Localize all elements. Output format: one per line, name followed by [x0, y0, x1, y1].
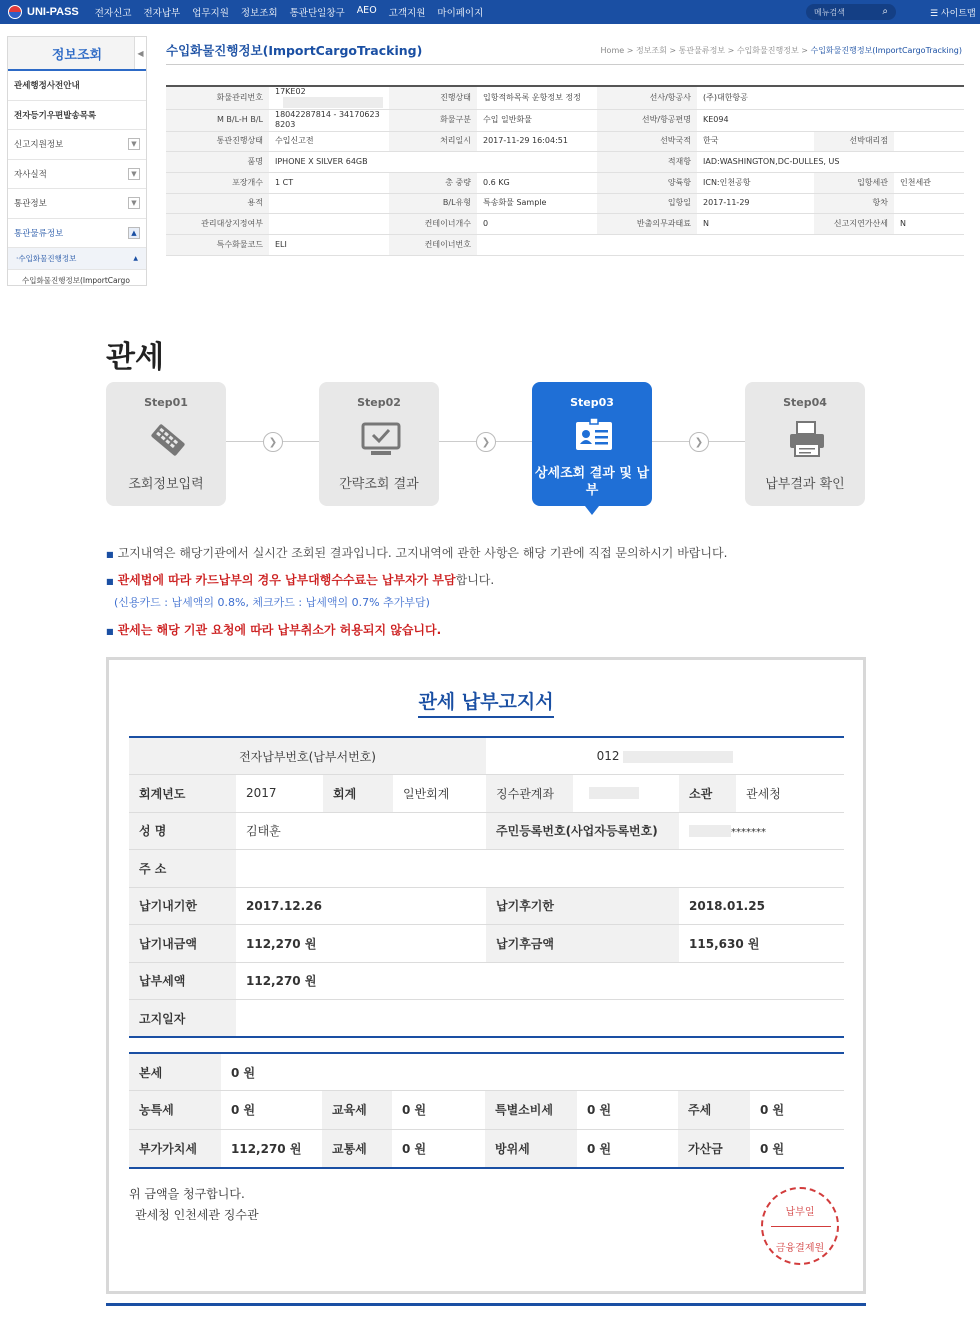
table-cell — [894, 131, 964, 152]
table-header-cell: 화물관리번호 — [166, 86, 269, 109]
table-header-cell: 포장개수 — [166, 172, 269, 193]
table-cell: 수입신고전 — [269, 131, 389, 152]
table-header-cell: 항차 — [814, 193, 894, 214]
chevron-down-icon[interactable]: ▼ — [128, 197, 140, 209]
notice-card-fee-detail: (신용카드 : 납세액의 0.8%, 체크카드 : 납세액의 0.7% 추가부담) — [114, 596, 430, 609]
id-card-icon — [572, 416, 612, 456]
rrn-value: ******* — [731, 826, 767, 838]
table-cell — [269, 86, 389, 109]
table-cell: 2017.12.26 — [236, 887, 486, 925]
table-cell: 115,630 원 — [679, 925, 844, 963]
table-cell: 112,270 원 — [221, 1129, 322, 1168]
table-cell: (주)대한항공 — [697, 86, 964, 109]
chevron-up-icon[interactable]: ▲ — [128, 227, 140, 239]
sidebar-subitem-import-cargo-tracking[interactable]: 수입화물진행정보(ImportCargo — [22, 275, 130, 285]
tax-bill — [106, 657, 866, 1294]
table-header-cell: 부가가치세 — [129, 1129, 221, 1168]
page-title: 수입화물진행정보(ImportCargoTracking) — [166, 43, 423, 58]
notice-text: 합니다. — [455, 573, 495, 587]
nav-item-epayment[interactable]: 전자납부 — [143, 8, 181, 19]
bill-title — [109, 687, 863, 714]
step-progress — [106, 382, 866, 507]
epay-no-label: 전자납부번호(납부서번호) — [129, 737, 486, 775]
nav-item-epayment-filing[interactable]: 전자신고 — [94, 8, 132, 19]
masked-value — [623, 751, 733, 763]
table-cell — [894, 193, 964, 214]
table-cell: 2017-11-29 16:04:51 — [477, 131, 597, 152]
cargo-info-table — [166, 85, 964, 256]
breadcrumb-home[interactable]: Home — [600, 46, 625, 55]
nav-item-inquiry[interactable]: 정보조회 — [240, 8, 278, 19]
table-cell — [477, 235, 964, 256]
table-header-cell: 선박대리점 — [814, 131, 894, 152]
notice-no-cancel: ■ 관세는 해당 기관 요청에 따라 납부취소가 허용되지 않습니다. — [106, 623, 442, 637]
step-label: 상세조회 결과 및 납부 — [534, 466, 650, 499]
nav-item-customer[interactable]: 고객지원 — [388, 8, 426, 19]
table-cell — [269, 193, 389, 214]
table-cell: 2017 — [236, 775, 323, 813]
payment-stamp — [761, 1187, 839, 1265]
step-label: 납부결과 확인 — [765, 477, 845, 492]
menu-search-placeholder: 메뉴검색 — [814, 8, 845, 17]
table-cell: 0 원 — [221, 1053, 844, 1091]
sidebar-item-customs-guide[interactable]: 관세행정사전안내 — [8, 71, 146, 101]
table-row — [129, 1129, 844, 1168]
table-header-cell: 컨테이너개수 — [389, 214, 477, 235]
table-row — [129, 1053, 844, 1091]
table-cell: 2017-11-29 — [697, 193, 814, 214]
step-number: Step01 — [144, 396, 188, 409]
table-cell: 0 원 — [587, 1103, 612, 1118]
table-header-cell: 농특세 — [129, 1091, 221, 1130]
notice-text-strong: 관세법에 따라 카드납부의 경우 납부대행수수료는 납부자가 부담 — [117, 573, 456, 587]
main-nav — [95, 5, 496, 19]
epay-no-value: 012 — [596, 749, 620, 763]
table-header-cell: 주세 — [678, 1091, 750, 1130]
logo-text: UNI-PASS — [27, 6, 79, 18]
table-cell: 0 원 — [587, 1141, 612, 1156]
sidebar-item-label: 통관물류정보 — [14, 228, 64, 239]
printer-icon — [785, 418, 825, 458]
table-row — [166, 152, 964, 173]
table-cell: 인천세관 — [894, 172, 964, 193]
notice-text-strong: 관세는 해당 기관 요청에 따라 납부취소가 허용되지 않습니다. — [117, 623, 442, 637]
table-header-cell: 반출의무과태료 — [597, 214, 697, 235]
step-3-active — [532, 382, 652, 506]
table-cell: IAD:WASHINGTON,DC-DULLES, US — [697, 152, 964, 173]
bottom-divider — [106, 1303, 866, 1306]
sidebar-item-clearance[interactable] — [8, 189, 146, 219]
breadcrumb-item[interactable]: 통관물류정보 — [678, 46, 726, 55]
table-header-cell: 특별소비세 — [485, 1091, 577, 1129]
table-header-cell: 교통세 — [322, 1129, 392, 1168]
table-cell: KE094 — [697, 109, 964, 131]
table-cell: 한국 — [697, 131, 814, 152]
sidebar-subitem-import-cargo[interactable]: · 수입화물진행정보 ▲ — [8, 248, 146, 270]
table-cell: 관세청 — [736, 775, 844, 813]
table-header-cell: 선박국적 — [597, 131, 697, 152]
sitemap-button[interactable]: ☰ 사이트맵 — [930, 9, 976, 19]
step-label: 조회정보입력 — [128, 477, 204, 492]
table-header-cell: 교육세 — [322, 1091, 392, 1130]
table-cell: 입항적하목록 운항정보 정정 — [477, 86, 597, 109]
table-header-cell: 주민등록번호(사업자등록번호) — [486, 812, 679, 850]
breadcrumb-current: 수입화물진행정보(ImportCargoTracking) — [810, 46, 962, 55]
table-cell — [485, 1129, 678, 1168]
table-header-cell: 관리대상지정여부 — [166, 214, 269, 235]
table-header-cell: 방위세 — [485, 1130, 577, 1168]
table-cell: ICN:인천공항 — [697, 172, 814, 193]
chevron-down-icon[interactable]: ▼ — [128, 138, 140, 150]
table-header-cell: 납기내금액 — [129, 925, 236, 963]
notice-text: 고지내역은 해당기관에서 실시간 조회된 결과입니다. 고지내역에 관한 사항은 해당 기관에 직접 문의하시기 바랍니다. — [117, 546, 728, 560]
nav-item-single-window[interactable]: 통관단일창구 — [289, 8, 345, 19]
masked-value — [689, 825, 731, 837]
chevron-right-icon: ❯ — [689, 432, 709, 452]
table-row — [166, 193, 964, 214]
table-cell — [236, 850, 844, 888]
table-header-cell: 납기후기한 — [486, 887, 679, 925]
header-divider — [166, 64, 964, 65]
step-number: Step03 — [570, 396, 614, 409]
table-cell: N — [894, 214, 964, 235]
table-cell — [679, 812, 844, 850]
table-cell: ELI — [269, 235, 389, 256]
table-row — [129, 737, 844, 775]
table-header-cell: 양륙항 — [597, 172, 697, 193]
table-row — [166, 235, 964, 256]
table-header-cell: 고지일자 — [129, 1000, 236, 1038]
stamp-top-text: 납부일 — [785, 1207, 815, 1218]
chevron-right-icon: ❯ — [476, 432, 496, 452]
table-row — [129, 1091, 844, 1130]
table-header-cell: 컨테이너번호 — [389, 235, 477, 256]
table-header-cell: 총 중량 — [389, 172, 477, 193]
sidebar-item-logistics[interactable] — [8, 219, 146, 249]
sidebar-item-filing-support[interactable] — [8, 130, 146, 160]
breadcrumb-item[interactable]: 수입화물진행정보 — [736, 46, 799, 55]
table-header-cell: 진행상태 — [389, 86, 477, 109]
masked-value — [283, 97, 383, 108]
table-row — [166, 214, 964, 235]
table-header-cell: 용적 — [166, 193, 269, 214]
table-cell — [269, 214, 389, 235]
table-header-cell: 통관진행상태 — [166, 131, 269, 152]
table-header-cell: M B/L-H B/L — [166, 109, 269, 131]
table-row — [129, 850, 844, 888]
step-4 — [745, 382, 865, 506]
table-cell — [485, 1091, 678, 1130]
table-header-cell: 회계년도 — [129, 775, 236, 813]
table-header-cell: 선박/항공편명 — [597, 109, 697, 131]
nav-item-mypage[interactable]: 마이페이지 — [437, 8, 484, 19]
table-row — [129, 1000, 844, 1038]
nav-item-support[interactable]: 업무지원 — [192, 8, 229, 19]
table-cell: 0 원 — [750, 1091, 844, 1130]
table-header-cell: 품명 — [166, 152, 269, 173]
breadcrumb: Home > 정보조회 > 통관물류정보 > 수입화물진행정보 > 수입화물진행정보(ImportCargoTracking) — [600, 46, 962, 55]
table-header-cell: 입항일 — [597, 193, 697, 214]
logo-emblem-icon — [8, 5, 22, 19]
uni-pass-logo[interactable] — [8, 5, 79, 19]
table-cell: 2018.01.25 — [679, 887, 844, 925]
bill-title-text: 관세 납부고지서 — [418, 691, 553, 718]
sidebar-title-text: 정보조회 — [51, 47, 103, 63]
table-header-cell: 성 명 — [129, 812, 236, 850]
table-header-cell: 가산금 — [678, 1129, 750, 1168]
masked-value — [589, 787, 639, 799]
table-header-cell: 신고지연가산세 — [814, 214, 894, 235]
sidebar-title — [8, 37, 146, 71]
top-navbar — [0, 0, 980, 24]
sidebar-item-company-record[interactable] — [8, 160, 146, 190]
table-header-cell — [486, 775, 679, 813]
cargo-mgmt-no: 17KE02 — [275, 87, 306, 96]
table-header-cell: 납기후금액 — [486, 925, 679, 963]
sidebar — [7, 36, 147, 286]
table-cell: 일반회계 — [393, 775, 486, 813]
table-cell: 0 원 — [392, 1091, 485, 1130]
step-number: Step04 — [783, 396, 827, 409]
table-cell: 0 원 — [750, 1129, 844, 1168]
sidebar-item-label: 자사실적 — [14, 169, 47, 180]
chevron-right-icon: ❯ — [263, 432, 283, 452]
bill-issuer-text: 관세청 인천세관 징수관 — [135, 1208, 259, 1222]
table-row — [129, 962, 844, 1000]
table-row — [166, 172, 964, 193]
table-cell: 수입 일반화물 — [477, 109, 597, 131]
table-header-cell: 소관 — [679, 775, 736, 813]
sidebar-subitem-label: 수입화물진행정보 — [18, 254, 77, 263]
nav-item-aeo[interactable]: AEO — [356, 5, 377, 16]
table-cell: 0 원 — [392, 1129, 485, 1168]
sidebar-item-label: 통관정보 — [14, 199, 47, 210]
epay-no-cell — [486, 737, 844, 775]
stamp-divider — [771, 1226, 831, 1227]
step-1 — [106, 382, 226, 506]
notice-card-fee: ■ 관세법에 따라 카드납부의 경우 납부대행수수료는 납부자가 부담합니다. — [106, 573, 495, 587]
table-cell: 0.6 KG — [477, 172, 597, 193]
table-row — [129, 812, 844, 850]
table-header-cell: 납부세액 — [129, 962, 236, 1000]
table-header-cell: 화물구분 — [389, 109, 477, 131]
bill-info-table — [129, 736, 844, 1038]
stamp-bottom-text: 금융결제원 — [775, 1243, 825, 1254]
table-header-cell: 특수화물코드 — [166, 235, 269, 256]
table-row — [129, 775, 844, 813]
search-icon[interactable]: ⌕ — [882, 6, 888, 17]
table-header-cell: 적재항 — [597, 152, 697, 173]
chevron-up-icon[interactable]: ▲ — [133, 255, 138, 262]
table-header-cell: 입항세관 — [814, 172, 894, 193]
table-cell: 1 CT — [269, 172, 389, 193]
sidebar-item-label: 신고지원정보 — [14, 140, 64, 151]
table-cell — [236, 1000, 844, 1038]
step-number: Step02 — [357, 396, 401, 409]
table-header-cell: 본세 — [129, 1053, 221, 1091]
table-cell: 0 원 — [221, 1091, 322, 1130]
menu-search-input[interactable] — [806, 4, 896, 20]
table-row — [166, 86, 964, 109]
breadcrumb-item[interactable]: 정보조회 — [635, 46, 667, 55]
sidebar-item-registered-mail[interactable]: 전자등기우편발송목록 — [8, 101, 146, 131]
table-header-cell: 납기내기한 — [129, 887, 236, 925]
table-row — [129, 887, 844, 925]
table-row — [166, 109, 964, 131]
table-header-cell: 선사/항공사 — [597, 86, 697, 109]
notice-realtime: ■ 고지내역은 해당기관에서 실시간 조회된 결과입니다. 고지내역에 관한 사항은 해당 기관에 직접 문의하시기 바랍니다. — [106, 546, 728, 560]
table-header-cell: 처리일시 — [389, 131, 477, 152]
table-cell: 김태훈 — [236, 812, 486, 850]
table-cell: 0 — [477, 214, 597, 235]
step-label: 간략조회 결과 — [339, 477, 419, 492]
table-header-cell: B/L유형 — [389, 193, 477, 214]
collect-account-label: 징수관계좌 — [496, 786, 554, 801]
table-cell: N — [697, 214, 814, 235]
bill-claim-text: 위 금액을 청구합니다. — [129, 1187, 245, 1201]
table-cell: 18042287814 - 34170623 8203 — [269, 109, 389, 131]
keyboard-icon — [146, 418, 186, 458]
bill-tax-breakdown-table — [129, 1052, 844, 1169]
table-cell: 112,270 원 — [236, 925, 486, 963]
sidebar-collapse-icon[interactable]: ◀ — [134, 37, 146, 69]
table-row — [129, 925, 844, 963]
table-cell: 112,270 원 — [236, 962, 844, 1000]
table-cell: IPHONE X SILVER 64GB — [269, 152, 597, 173]
table-header-cell: 주 소 — [129, 850, 236, 888]
section-title: 관세 — [106, 340, 164, 375]
table-row — [166, 131, 964, 152]
table-header-cell: 회계 — [323, 775, 393, 813]
chevron-down-icon[interactable]: ▼ — [128, 168, 140, 180]
step-2 — [319, 382, 439, 506]
monitor-check-icon — [359, 418, 399, 458]
table-cell: 특송화물 Sample — [477, 193, 597, 214]
